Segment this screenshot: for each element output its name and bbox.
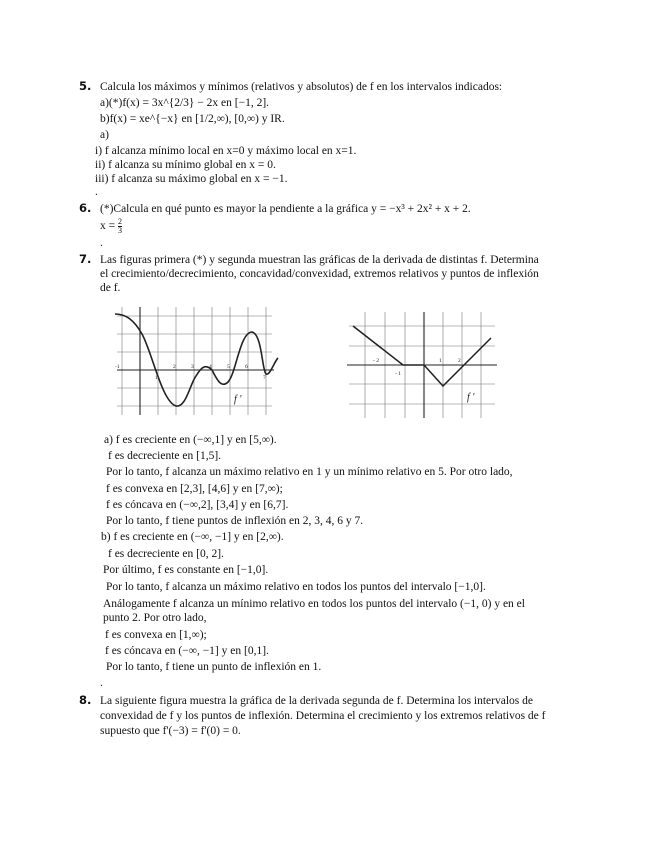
question-6-number: 6. [79,201,92,215]
q7-a-line-6: Por lo tanto, f tiene puntos de inflexión en 2, 3, 4, 6 y 7. [106,515,364,527]
q7-b-line-8: f es cóncava en (−∞, −1] y en [0,1]. [105,645,269,657]
q7-end-dot: . [100,677,103,689]
q7-b-line-5: Análogamente f alcanza un mínimo relativo en todos los puntos del intervalo (−1, 0) y en el [103,598,525,610]
question-8-number: 8. [79,693,92,707]
q7-b-line-6: punto 2. Por otro lado, [103,612,207,624]
q6-end-dot: . [100,237,103,249]
q6-answer-denominator: 3 [118,226,122,235]
figure-1-label: f ' [234,394,242,405]
fig1-tick-7: 7 [263,375,266,381]
fig1-tick-5: 5 [227,364,230,370]
figure-2-curve [353,326,491,386]
q8-line-2: convexidad de f y los puntos de inflexión. Determina el crecimiento y los extremos relativos de f [100,710,546,722]
figure-2-tick-labels [373,358,461,377]
q7-a-line-2: f es decreciente en [1,5]. [108,450,222,462]
q7-b-line-2: f es decreciente en [0, 2]. [108,548,224,560]
q5-answer-i: i) f alcanza mínimo local en x=0 y máximo local en x=1. [95,145,357,157]
q7-b-line-4: Por lo tanto, f alcanza un máximo relativo en todos los puntos del intervalo [−1,0]. [106,581,486,593]
fig1-tick-4: 4 [209,364,212,370]
q7-a-line-1: a) f es creciente en (−∞,1] y en [5,∞). [104,434,277,446]
q5-end-dot: . [95,186,98,198]
q5-answer-iii: iii) f alcanza su máximo global en x = −1. [95,173,288,185]
q5-part-a: a)(*)f(x) = 3x^{2/3} − 2x en [−1, 2]. [100,97,270,109]
q6-answer-prefix: x = [100,220,116,233]
q5-statement: Calcula los máximos y mínimos (relativos y absolutos) de f en los intervalos indicados: [100,81,503,93]
fig1-tick-3: 3 [191,364,194,370]
fig1-tick-m1: -1 [115,364,120,370]
question-5-number: 5. [79,79,92,93]
q7-a-line-3: Por lo tanto, f alcanza un máximo relativo en 1 y un mínimo relativo en 5. Por otro lado, [106,466,513,478]
fig1-tick-1: 1 [155,375,158,381]
fig1-tick-6: 6 [245,364,248,370]
fig2-tick-2: 2 [458,358,461,364]
q7-a-line-5: f es cóncava en (−∞,2], [3,4] y en [6,7]. [106,499,289,511]
q7-b-line-3: Por último, f es constante en [−1,0]. [103,564,269,576]
figure-1-derivative-graph [112,302,282,420]
q5-answer-ii: ii) f alcanza su mínimo global en x = 0. [95,159,276,171]
figure-1-tick-labels [115,364,266,381]
figure-2-label: f ' [467,392,475,403]
question-7-number: 7. [79,252,92,266]
fig1-tick-2: 2 [173,364,176,370]
figure-2-derivative-graph [345,310,500,422]
q7-a-line-4: f es convexa en [2,3], [4,6] y en [7,∞); [106,483,283,495]
q7-line-2: el crecimiento/decrecimiento, concavidad/convexidad, extremos relativos y puntos de inflexión [100,268,539,280]
figure-1-curve [115,314,278,406]
fig2-tick-1: 1 [439,358,442,364]
q7-b-line-9: Por lo tanto, f tiene un punto de inflexión en 1. [106,661,322,673]
q6-answer-fraction [118,218,122,235]
q6-answer-numerator: 2 [118,217,122,226]
q7-line-3: de f. [100,282,121,294]
q8-line-1: La siguiente figura muestra la gráfica de la derivada segunda de f. Determina los intervalos de [100,695,533,707]
q6-answer [100,218,122,235]
q7-b-line-7: f es convexa en [1,∞); [105,629,207,641]
q5-answer-label: a) [100,129,109,141]
q7-b-line-1: b) f es creciente en (−∞, −1] y en [2,∞). [101,531,284,543]
q8-line-3: supuesto que f'(−3) = f'(0) = 0. [100,725,241,737]
fig2-tick-m2: - 2 [373,358,379,364]
q5-part-b: b)f(x) = xe^{−x} en [1/2,∞), [0,∞) y IR. [100,113,285,125]
q7-line-1: Las figuras primera (*) y segunda muestran las gráficas de la derivada de distintas f. Determina [100,254,539,266]
fig2-tick-m1: - 1 [395,371,401,377]
q6-statement: (*)Calcula en qué punto es mayor la pendiente a la gráfica y = −x³ + 2x² + x + 2. [100,203,471,215]
